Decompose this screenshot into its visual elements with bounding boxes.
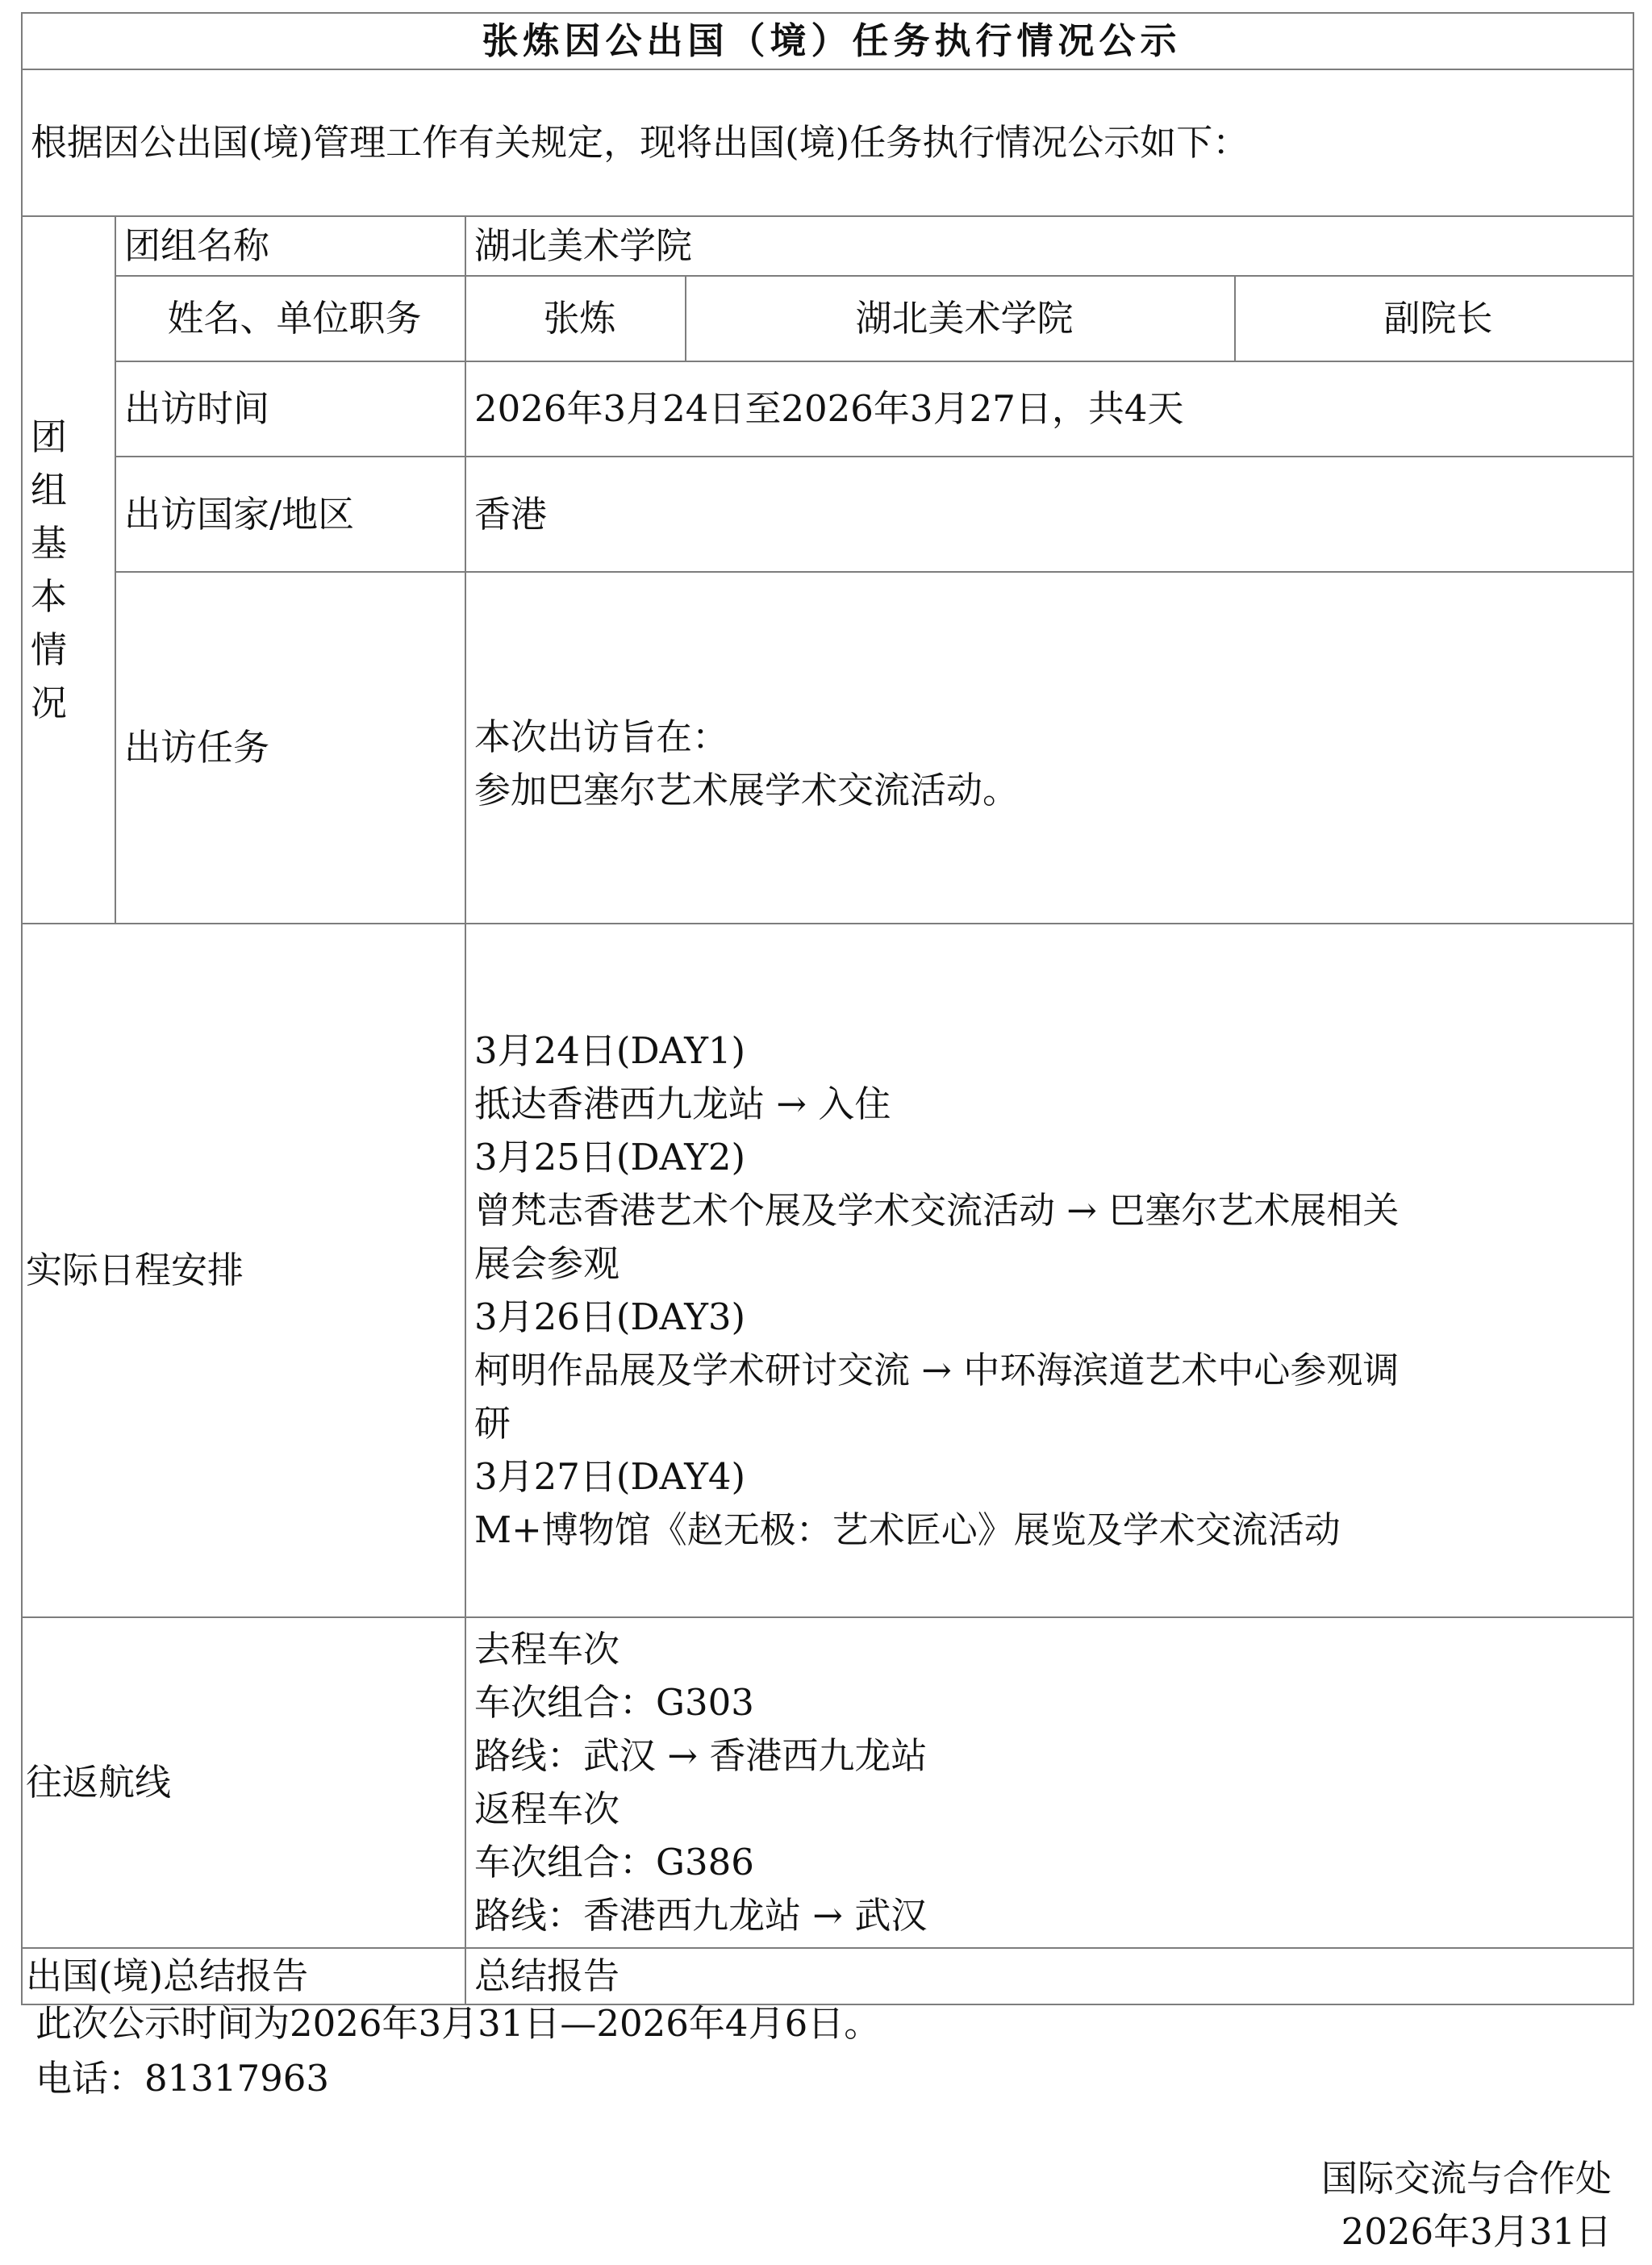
route-line: 路线：武汉 → 香港西九龙站 — [474, 1734, 928, 1777]
route-line: 返程车次 — [474, 1787, 620, 1830]
schedule-line: 抵达香港西九龙站 → 入住 — [474, 1082, 891, 1125]
person-position: 副院长 — [1235, 276, 1633, 361]
side-char: 本 — [31, 574, 68, 618]
task-line: 本次出访旨在： — [474, 715, 729, 758]
schedule-line: 研 — [474, 1402, 511, 1445]
schedule-line: 曾梵志香港艺术个展及学术交流活动 → 巴塞尔艺术展相关 — [474, 1189, 1400, 1232]
disclosure-period: 此次公示时间为2026年3月31日—2026年4月6日。 — [35, 2002, 881, 2045]
visit-region-label: 出访国家/地区 — [115, 457, 465, 572]
report-value: 总结报告 — [465, 1948, 1633, 2004]
schedule-line: 展会参观 — [474, 1242, 620, 1285]
schedule-line: 3月24日(DAY1) — [474, 1029, 746, 1072]
route-line: 去程车次 — [474, 1628, 620, 1671]
side-char: 团 — [31, 415, 68, 458]
visit-time-value: 2026年3月24日至2026年3月27日，共4天 — [465, 361, 1633, 457]
schedule-line: M+博物馆《赵无极：艺术匠心》展览及学术交流活动 — [474, 1508, 1341, 1551]
side-char: 基 — [31, 521, 68, 565]
contact-phone: 电话：81317963 — [35, 2057, 330, 2100]
group-basic-info-label — [22, 216, 115, 924]
route-value — [465, 1617, 1633, 1948]
person-label: 姓名、单位职务 — [115, 276, 465, 361]
schedule-value — [465, 924, 1633, 1617]
group-name-label: 团组名称 — [115, 216, 465, 276]
visit-task-label: 出访任务 — [115, 572, 465, 924]
intro-text: 根据因公出国(境)管理工作有关规定，现将出国(境)任务执行情况公示如下： — [22, 69, 1633, 216]
page-title: 张炼因公出国（境）任务执行情况公示 — [22, 13, 1633, 69]
schedule-line: 3月26日(DAY3) — [474, 1295, 746, 1338]
signature-department: 国际交流与合作处 — [1320, 2157, 1612, 2200]
side-char: 情 — [31, 628, 68, 671]
signature-date: 2026年3月31日 — [1341, 2210, 1612, 2253]
route-line: 路线：香港西九龙站 → 武汉 — [474, 1894, 928, 1937]
disclosure-table — [21, 12, 1634, 2005]
visit-time-label: 出访时间 — [115, 361, 465, 457]
person-unit: 湖北美术学院 — [686, 276, 1235, 361]
visit-region-value: 香港 — [465, 457, 1633, 572]
report-label: 出国(境)总结报告 — [22, 1948, 465, 2004]
person-name: 张炼 — [465, 276, 686, 361]
footer-notes — [35, 1996, 880, 2106]
signature-block — [1321, 2152, 1612, 2259]
route-label: 往返航线 — [22, 1617, 465, 1948]
side-char: 况 — [31, 681, 68, 724]
route-line: 车次组合：G386 — [474, 1841, 754, 1883]
route-line: 车次组合：G303 — [474, 1681, 754, 1724]
schedule-line: 3月27日(DAY4) — [474, 1455, 746, 1498]
schedule-line: 柯明作品展及学术研讨交流 → 中环海滨道艺术中心参观调 — [474, 1349, 1400, 1391]
side-char: 组 — [31, 468, 68, 511]
schedule-label: 实际日程安排 — [22, 924, 465, 1617]
group-name-value: 湖北美术学院 — [465, 216, 1633, 276]
visit-task-value — [465, 572, 1633, 924]
schedule-line: 3月25日(DAY2) — [474, 1136, 746, 1178]
task-line: 参加巴塞尔艺术展学术交流活动。 — [474, 769, 1020, 811]
